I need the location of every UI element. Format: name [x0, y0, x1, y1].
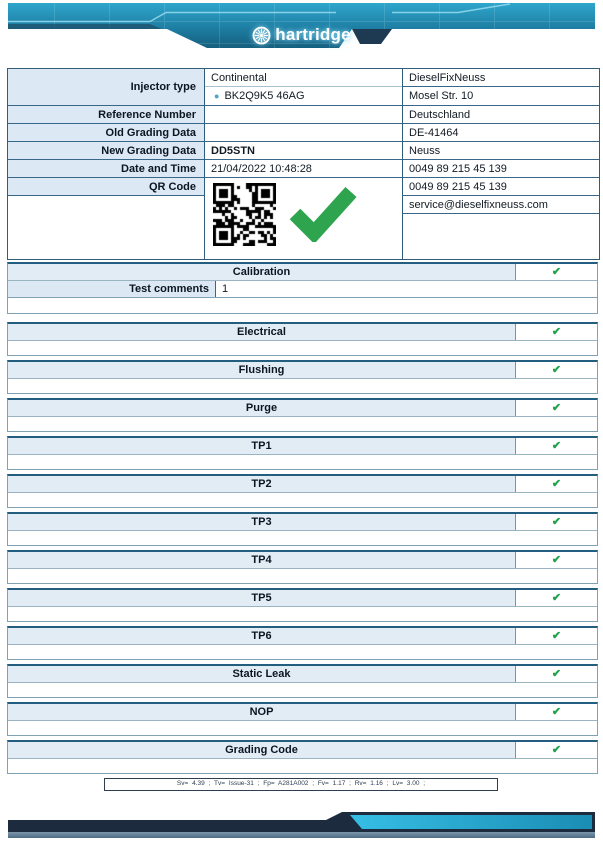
section-body: [8, 645, 597, 658]
section-body: [8, 417, 597, 430]
section-title: TP6: [8, 628, 515, 644]
status-check-cell: [515, 400, 597, 416]
section-body: [8, 455, 597, 468]
status-check-icon: ✔: [551, 629, 562, 642]
section-body: [8, 341, 597, 354]
section-title: Static Leak: [8, 666, 515, 682]
status-check-cell: [515, 362, 597, 378]
section-box: [7, 474, 598, 508]
test-comments-label: Test comments: [8, 281, 216, 297]
section-header: [8, 362, 597, 379]
section-box: [7, 322, 598, 356]
section-body: [8, 379, 597, 392]
status-check-icon: ✔: [551, 363, 562, 376]
section-box: [7, 626, 598, 660]
status-check-cell: [515, 704, 597, 720]
date-time-label: Date and Time: [8, 160, 204, 178]
section-box: [7, 740, 598, 774]
footer-band-decoration: [0, 806, 603, 848]
status-check-cell: [515, 264, 597, 280]
old-grading-label: Old Grading Data: [8, 124, 204, 142]
old-grading-value: [205, 124, 402, 142]
workshop-address-column: [403, 69, 599, 259]
status-check-cell: [515, 666, 597, 682]
section-body: [8, 683, 597, 696]
status-check-cell: [515, 324, 597, 340]
header-band-decoration: [0, 0, 603, 54]
section-title: Calibration: [8, 264, 515, 280]
section-body: [8, 721, 597, 734]
section-calibration: [7, 262, 598, 314]
new-grading-label: New Grading Data: [8, 142, 204, 160]
status-check-icon: ✔: [551, 515, 562, 528]
status-check-cell: [515, 742, 597, 758]
section-header: [8, 400, 597, 417]
status-check-cell: [515, 438, 597, 454]
section-header: [8, 264, 597, 281]
pass-check-icon: [287, 184, 359, 242]
date-time-value: 21/04/2022 10:48:28: [205, 160, 402, 178]
info-value-column: [204, 69, 403, 259]
reference-number-label: Reference Number: [8, 106, 204, 124]
section-box: [7, 436, 598, 470]
section-title: TP4: [8, 552, 515, 568]
section-header: [8, 590, 597, 607]
section-box: [7, 398, 598, 432]
injector-info-table: [7, 68, 600, 260]
workshop-city: Neuss: [403, 142, 599, 160]
status-check-icon: ✔: [551, 439, 562, 452]
workshop-postcode: DE-41464: [403, 124, 599, 142]
section-body: [8, 607, 597, 620]
workshop-email: service@dieselfixneuss.com: [403, 196, 599, 214]
workshop-street: Mosel Str. 10: [403, 87, 599, 106]
status-check-cell: [515, 476, 597, 492]
section-title: TP3: [8, 514, 515, 530]
section-body: [8, 531, 597, 544]
workshop-country: Deutschland: [403, 106, 599, 124]
section-header: [8, 628, 597, 645]
section-body: [8, 759, 597, 772]
status-check-icon: ✔: [551, 591, 562, 604]
section-box: [7, 512, 598, 546]
section-header: [8, 704, 597, 721]
section-header: [8, 476, 597, 493]
logo-text: hartridge: [275, 25, 351, 44]
qr-code-image: [213, 183, 276, 246]
section-title: NOP: [8, 704, 515, 720]
test-comments-value: 1: [222, 283, 229, 295]
status-check-icon: ✔: [551, 705, 562, 718]
section-header: [8, 514, 597, 531]
section-title: Flushing: [8, 362, 515, 378]
section-box: [7, 360, 598, 394]
status-check-icon: ✔: [551, 325, 562, 338]
section-title: Electrical: [8, 324, 515, 340]
version-info-strip: Sv= 4.39 ; Tv= Issue-31 ; Fp= A281A002 ; Fv= 1.17 ; Rv= 1.16 ; Lv= 3.00 ;: [104, 778, 498, 791]
section-box: [7, 702, 598, 736]
footer-band: [0, 806, 603, 848]
test-comments-row: [8, 281, 597, 298]
empty-cell: [403, 214, 599, 259]
workshop-phone-2: 0049 89 215 45 139: [403, 178, 599, 196]
injector-type-label: Injector type: [8, 69, 204, 106]
info-label-column: [8, 69, 204, 259]
section-body: [8, 569, 597, 582]
section-title: Grading Code: [8, 742, 515, 758]
section-header: [8, 324, 597, 341]
test-sections-list: [7, 322, 598, 774]
reference-number-value: [205, 106, 402, 124]
bullet-icon: ●: [214, 90, 220, 101]
qr-area: [205, 178, 402, 259]
workshop-phone-1: 0049 89 215 45 139: [403, 160, 599, 178]
section-body: [8, 493, 597, 506]
status-check-icon: ✔: [551, 743, 562, 756]
section-title: Purge: [8, 400, 515, 416]
section-header: [8, 438, 597, 455]
section-header: [8, 742, 597, 759]
section-header: [8, 552, 597, 569]
injector-model-text: BK2Q9K5 46AG: [224, 90, 305, 102]
status-check-icon: ✔: [551, 401, 562, 414]
status-check-cell: [515, 590, 597, 606]
injector-model-value: [205, 87, 402, 106]
status-check-icon: ✔: [551, 477, 562, 490]
section-title: TP1: [8, 438, 515, 454]
section-box: [7, 588, 598, 622]
section-title: TP5: [8, 590, 515, 606]
new-grading-value: DD5STN: [205, 142, 402, 160]
status-check-icon: ✔: [551, 553, 562, 566]
status-check-cell: [515, 514, 597, 530]
section-header: [8, 666, 597, 683]
injector-brand-value: Continental: [205, 69, 402, 87]
status-check-icon: ✔: [551, 265, 562, 278]
section-box: [7, 550, 598, 584]
workshop-name: DieselFixNeuss: [403, 69, 599, 87]
section-title: TP2: [8, 476, 515, 492]
status-check-cell: [515, 628, 597, 644]
status-check-cell: [515, 552, 597, 568]
status-check-icon: ✔: [551, 667, 562, 680]
qr-code-label: QR Code: [8, 178, 204, 196]
header-band: [0, 0, 603, 54]
section-box: [7, 664, 598, 698]
